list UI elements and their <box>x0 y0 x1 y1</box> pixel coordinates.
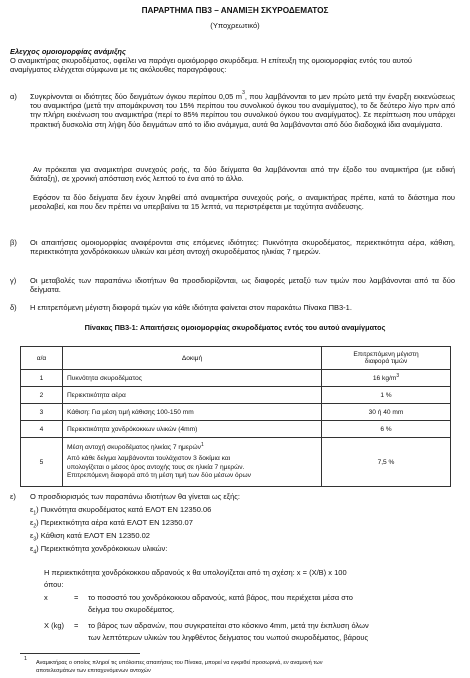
footnote-mark: 1 <box>24 656 28 662</box>
item-g-text: Οι μεταβολές των παραπάνω ιδιοτήτων θα προσδιορίζονται, ως διαφορές μεταξύ των τιμών που λαμβάνονται από τα δύο δείγματα. <box>30 276 455 295</box>
item-a-label: α) <box>10 92 17 101</box>
def-X-symbol: X (kg) <box>44 621 65 630</box>
list-item-text: ) Περιεκτικότητα αέρα κατά ΕΛΟΤ ΕΝ 12350.07 <box>36 518 193 527</box>
row-num: 5 <box>21 438 63 487</box>
item-g-label: γ) <box>10 276 17 285</box>
item-a-text <box>30 92 455 129</box>
def-X-eq: = <box>74 621 79 630</box>
item-b-text: Οι απαιτήσεις ομοιομορφίας αναφέρονται στις επόμενες ιδιότητες: Πυκνότητα σκυροδέματος, περιεκτικότητα αέρα, κάθιση, περιεκτικότητα χονδρόκοκκων υλικών και μέση αντοχή σκυροδέματος ηλικίας 7 ημερών. <box>30 238 455 257</box>
header-test: Δοκιμή <box>63 347 322 370</box>
def-x-line2: δείγμα του σκυροδέματος. <box>88 605 175 614</box>
list-item <box>30 505 211 517</box>
def-X-line1: το βάρος των αδρανών, που συγκρατείται στο κόσκινο 4mm, μετά την έκπλυση όλων <box>88 621 369 630</box>
uniformity-table <box>20 346 451 487</box>
list-item-text: ) Πυκνότητα σκυροδέματος κατά ΕΛΟΤ ΕΝ 12350.06 <box>36 505 212 514</box>
row-value-sup: 3 <box>396 372 400 379</box>
annex-subtitle: (Υποχρεωτικό) <box>210 21 260 30</box>
table-row <box>21 370 451 387</box>
def-x-symbol: x <box>44 593 48 602</box>
row-value: 7,5 % <box>322 438 451 487</box>
table-row <box>21 438 451 487</box>
row-test: Περιεκτικότητα χονδρόκοκκων υλικών (4mm) <box>63 421 322 438</box>
row-test-line2: Από κάθε δείγμα λαμβάνονται τουλάχιστον 3 δοκίμια και <box>67 455 231 463</box>
row-test: Πυκνότητα σκυροδέματος <box>63 370 322 387</box>
list-item-idx: ε <box>30 505 34 514</box>
row-test-line4: Επιτρεπόμενη διαφορά από τη μέση τιμή των δύο μέσων όρων <box>67 471 251 479</box>
row-value <box>322 370 451 387</box>
list-item <box>30 531 150 543</box>
row-test-line1 <box>67 441 317 452</box>
section-heading: Ελεγχος ομοιομορφίας ανάμιξης <box>10 47 126 56</box>
item-d-text: Η επιτρεπόμενη μέγιστη διαφορά τιμών για κάθε ιδιότητα φαίνεται στον παρακάτω Πίνακα ΠΒ3-1. <box>30 303 352 312</box>
header-value-line2: διαφορά τιμών <box>364 358 408 365</box>
where-label: όπου: <box>44 580 64 589</box>
formula-line: Η περιεκτικότητα χονδρόκοκκου αδρανούς x θα υπολογίζεται από τη σχέση: x = (X/B) x 100 <box>44 568 347 577</box>
annex-title: ΠΑΡΑΡΤΗΜΑ ΠΒ3 – ΑΝΑΜΙΞΗ ΣΚΥΡΟΔΕΜΑΤΟΣ <box>141 6 329 15</box>
table-header-row <box>21 347 451 370</box>
row-test-line3: υπολογίζεται ο μέσος όρος αντοχής τους σε ηλικία 7 ημερών. <box>67 463 245 471</box>
item-a-text-1: Συγκρίνονται οι ιδιότητες δύο δειγμάτων όγκου περίπου 0,05 m <box>30 92 243 101</box>
list-item-sub: 1 <box>33 510 37 517</box>
header-value-line1: Επιτρεπόμενη μέγιστη <box>353 351 419 358</box>
table-row <box>21 404 451 421</box>
row-test: Κάθιση: Για μέση τιμή κάθισης 100-150 mm <box>63 404 322 421</box>
list-item-sub: 3 <box>33 536 37 543</box>
row-value-text: 16 kg/m <box>372 374 397 382</box>
item-a-para2: Αν πρόκειται για αναμικτήρα συνεχούς ροής, τα δύο δείγματα θα λαμβάνονται από την έξοδο του αναμικτήρα (με ειδική διάταξη), σε χρονική απόσταση ενός λεπτού το ένα από το άλλο. <box>30 165 455 184</box>
item-a-para3: Εφόσον τα δύο δείγματα δεν έχουν ληφθεί από αναμικτήρα συνεχούς ροής, ο αναμικτήρας πρέπει, κατά το διάστημα που μεσολαβεί, και που δεν πρέπει να υπερβαίνει τα 15 λεπτά, να περιστρέφεται με ταχύτητα ανάδευσης. <box>30 193 455 212</box>
list-item-sub: 2 <box>33 523 37 530</box>
list-item-idx: ε <box>30 518 34 527</box>
footnote-separator <box>20 653 140 654</box>
table-row <box>21 421 451 438</box>
row-test <box>63 438 322 487</box>
list-item <box>30 518 193 530</box>
row-num: 2 <box>21 387 63 404</box>
footnote-line2: αποτελεσμάτων των επιταχυνόμενων αντοχών <box>36 668 151 674</box>
list-item <box>30 544 167 556</box>
list-item-idx: ε <box>30 544 34 553</box>
row-test: Περιεκτικότητα αέρα <box>63 387 322 404</box>
list-item-idx: ε <box>30 531 34 540</box>
item-d-label: δ) <box>10 303 17 312</box>
def-X-line2: των λεπτότερων υλικών του ληφθέντος δείγματος του νωπού σκυροδέματος, βάρους <box>88 633 369 642</box>
item-a-sup: 3 <box>242 90 245 96</box>
def-x-eq: = <box>74 593 79 602</box>
header-value <box>322 347 451 370</box>
row-num: 4 <box>21 421 63 438</box>
def-x-line1: το ποσοστό του χονδρόκοκκου αδρανούς, κατά βάρος, που περιέχεται μέσα στο <box>88 593 353 602</box>
header-num: α/α <box>21 347 63 370</box>
row-num: 1 <box>21 370 63 387</box>
list-item-text: ) Κάθιση κατά ΕΛΟΤ ΕΝ 12350.02 <box>36 531 150 540</box>
row-value: 6 % <box>322 421 451 438</box>
row-test-line1-text: Μέση αντοχή σκυροδέματος ηλικίας 7 ημερών <box>67 443 201 451</box>
section-intro: Ο αναμικτήρας σκυροδέματος, οφείλει να παράγει ομοιόμορφο σκυρόδεμα. Η επίτευξη της ομοιομορφίας εντός του αυτού αναμίγματος ελέγχεται σύμφωνα με τις ακόλουθες παραγράφους: <box>10 56 413 75</box>
list-item-sub: 4 <box>33 549 37 556</box>
item-e-intro: Ο προσδιορισμός των παραπάνω ιδιοτήτων θα γίνεται ως εξής: <box>30 492 240 501</box>
item-e-label: ε) <box>10 492 16 501</box>
row-num: 3 <box>21 404 63 421</box>
row-value: 1 % <box>322 387 451 404</box>
list-item-text: ) Περιεκτικότητα χονδρόκοκκων υλικών: <box>36 544 168 553</box>
item-a-text-2: , που λαμβάνονται το μεν πρώτο μετά την έναρξη εκκενώσεως του αναμικτήρα (μετά την απομάκρυνση του 15% περίπου του συνολικού όγκου του αναμίγματος), το δε δεύτερο λίγο πριν από την πλήρη εκκένωση του αναμικτήρα (περί το 85% περίπου του συνολικού όγκου του αναμίγματος). Σε περίπτωση που υπάρχει πρακτική δυσκολία στη λήψη δύο δειγμάτων από το ίδιο ανάμιγμα, αυτά θα λαμβάνονται από δύο διαδοχικά ίδια αναμίγματα. <box>30 92 455 129</box>
table-row <box>21 387 451 404</box>
row-value: 30 ή 40 mm <box>322 404 451 421</box>
row-test-sup: 1 <box>200 441 204 448</box>
table-caption: Πίνακας ΠΒ3-1: Απαιτήσεις ομοιομορφίας σκυροδέματος εντός του αυτού αναμίγματος <box>84 323 386 332</box>
footnote-line1: Αναμικτήρας ο οποίος πληροί τις υπόλοιπες απαιτήσεις του Πίνακα, μπορεί να εγκριθεί προσωρινά, εν αναμονή των <box>36 660 323 666</box>
item-b-label: β) <box>10 238 17 247</box>
